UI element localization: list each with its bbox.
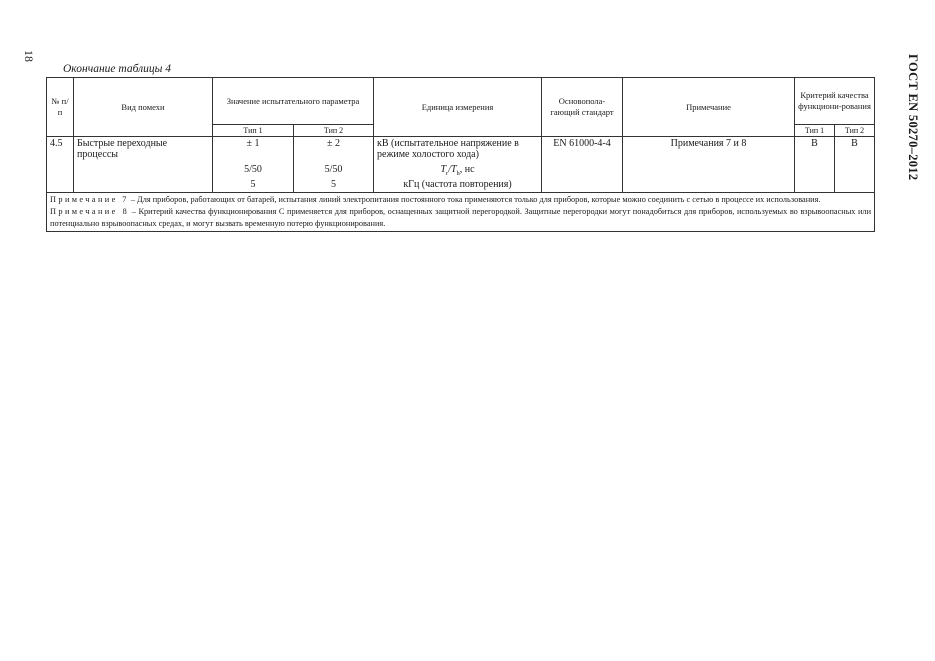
unit-cell: кГц (частота повторения): [374, 178, 542, 193]
standard-code: ГОСТ EN 50270–2012: [906, 54, 920, 181]
header-type: Вид помехи: [74, 78, 213, 137]
row-num: 4.5: [47, 137, 74, 193]
header-value: Значение испытательного параметра: [213, 78, 374, 125]
value-type1: 5/50: [213, 163, 294, 178]
table-caption: Окончание таблицы 4: [63, 63, 171, 75]
page-number: 18: [22, 50, 36, 62]
value-type1: 5: [213, 178, 294, 193]
table-row: [47, 137, 875, 163]
unit-cell: кВ (испытательное напряжение в режиме холостого хода): [374, 137, 542, 163]
header-standard: Основопола-гающий стандарт: [542, 78, 623, 137]
header-unit: Единица измерения: [374, 78, 542, 137]
value-type1: ± 1: [213, 137, 294, 163]
value-type2: ± 2: [294, 137, 374, 163]
notes-cell: [47, 193, 875, 232]
value-type2: 5: [294, 178, 374, 193]
row-note: Примечания 7 и 8: [623, 137, 795, 193]
row-standard: EN 61000-4-4: [542, 137, 623, 193]
data-table: [46, 77, 875, 232]
header-type1: Тип 1: [213, 125, 294, 137]
row-crit2: B: [835, 137, 875, 193]
note-8: Примечание 8 – Критерий качества функционирования C применяется для приборов, оснащенных защитной перегородкой. Защитные перегородки могут понадобиться для приборов, используемых во взрывоопасных или потенциально взрывоопасных средах, и могут вызвать временную потерю функционирования.: [50, 207, 872, 229]
header-note: Примечание: [623, 78, 795, 137]
unit-cell: $T_r/T_h$, нс: [374, 163, 542, 178]
note-7: Примечание 7 – Для приборов, работающих от батарей, испытания линий электропитания постоянного тока применяются только для приборов, которые можно соединить с сетью в процессе их использования.: [50, 195, 821, 204]
header-num: № п/п: [47, 78, 74, 137]
notes-row: [47, 193, 875, 232]
value-type2: 5/50: [294, 163, 374, 178]
row-type: Быстрые переходные процессы: [74, 137, 213, 193]
header-crit-type2: Тип 2: [835, 125, 875, 137]
header-type2: Тип 2: [294, 125, 374, 137]
header-crit-type1: Тип 1: [795, 125, 835, 137]
header-criterion: Критерий качества функциони-рования: [795, 78, 875, 125]
row-crit1: B: [795, 137, 835, 193]
